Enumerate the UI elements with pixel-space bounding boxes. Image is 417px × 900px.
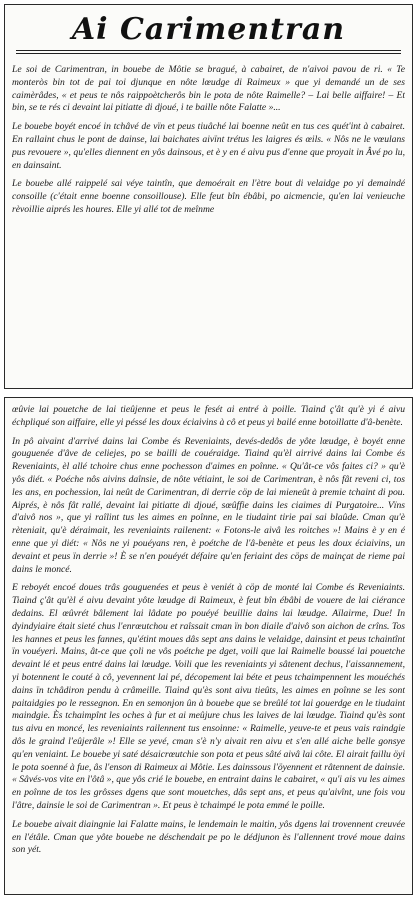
paragraph: E reboyét encoé doues trâs gouguenées et peus è veniét à cöp de monté lai Combe és Reveniaints. Tiaind ç'ât qu'èl é aivu devaint yôte lœudge di Raimeux, è feut bîn ébâbi de vouere de lai ciérance dedains. El œûvrét bâlement lai lâdate po pouéyé beuillie dains lai lœudge. Aïlairme, Due! In dyindyiaire était sieté chus l'enrœutchou et raîssait cman ïn bon diaile d'aivô son aichon de crîns. Tos les hannes et peus les fannes, qu'étint moues dâs sept ans dains le velaidge, dainsint et peus tchaintînt ïn vouéyeri. Mains, ât-ce que çoli ne vôs poétche pe dget, voili que lai Raimelle boussé lai pouetche devaint lé et peus entré dains lai lœudge. Voili que les reveniaints yi sâtenent dechus, l'aissannement, yi botennent le couté à cô, yevennent lai pé, décopement lai béte et peus tchaimpennent les mouéchés dains ïn tchâdiron pendu à crâmeille. Tiaind qu'ès sont aivu tieûts, les aimes en poînne se les sont paitaidgies po le ressegnon. En en semonjon ûn à bouebe que se breûlé tot lai gouerdge en le tiudaint maindgie. Ès tchaimpînt les oches à fur et ai meûjure chus les laives de lai lœudge. Tiaind qu'ès sont tus aivu en moncé, les reveniaints railennent tus ensoinne: « Raimelle, yeuve-te et peus vais raindgie dôs le graind l'eûjerâle »! Elle se yevé, cman s'è n'y aivait ren aivu et s'en allé aiche belle gonsye qu'en veniaint. Le bouebe yi saté désaicrœutchie son pota et peus sâté aivâ lai côte. El airait faillu öyi le pota soenné à fue, âs l'enson di Raimeux ai Môtie. Les dainssous l'öyennent et râtennent de dainsie. « Sâvés-vos vite en l'ôtâ », que yôs crié le bouebe, en entraint dains le cabairet, « qu'i ais vu les aimes en poînne de tos les grôsses dgens que sont mouetches, dâs sept ans, et peus qu'aivînt, une fois vou l'âtre, dainsie le soi de Carimentran ». Et peus è tchaimpé le pota emmé le poille. <box>12 582 405 811</box>
paragraph: Le bouebe aivait diaingnie lai Falatte mains, le lendemain le maitin, yôs dgens lai trovennent creuvée en l'étâle. Cman que yôte bouebe ne déschendait pe po le dédjunon ès l'allennent trové moue dains son yét. <box>12 818 405 856</box>
paragraph: Le bouebe allé raippelé sai véye taintîn, que demoérait en l'ètre bout di velaidge po yi demaindé consoille (c'était enne boenne consoillouse). Elle feut bîn ébâbi, po aicmencie, qu'en lai venieuche rèvoillie aiprés les houres. Elle yi allé tot de meînme <box>12 178 405 215</box>
title-rule <box>16 50 401 51</box>
paragraph: In pô aivaint d'arrivé dains lai Combe és Reveniaints, devés-dedôs de yôte lœudge, è boyét enne gouguenée d'âve de celiejes, po se bailli de couéraidge. Tiaind qu'èl airrivé dains lai Combe és Reveniaints, èl allé tchoire chus enne pochesson d'aimes en poînne. « Qu'ât-ce vôs faites ci? » qu'è yôs diét. « Poéche nôs aivins daînsie, de nôte vétiaint, le soi de Carimentran, è nôs fât reveni ci, tos les ans, en pochession, lai neût de Carimentran, di derrie cöp de lai mieneût à premie tchaint di pou. Aiprés, è nôs fât rallé, devaint lai pitiatte di djoué, sœûffie dains les ciaimes di Purgatoire... Vïns d'aivô nos », que yi raîlint tus les aimes en poînne, en le tiudaint tirie pai sai blaûde. Cman qu'è rèteniait, qu'è déraimait, les reveniaints railenent: « Fotons-le aivâ les roitches »! Mains è y en é enne que yi diét: « Nôs ne yi pouéyans ren, è poétche de l'â-benète et peus les doux éciaivins, un devaint et peus ïn derrie »! È se n'en pouéyét défaire qu'en feriaint des cöps de mainçat de rieme pai dains le moncé. <box>12 435 405 575</box>
paragraph: œûvie lai pouetche de lai tieûjenne et peus le fesét ai entré à poille. Tiaind ç'ât qu'è yi é aivu échpliqué son aiffaire, elle yi péssé les doux éciaivins à cô et peus yi bailé enne botoillatte d'â-benète. <box>12 404 405 428</box>
title-banner <box>4 4 413 60</box>
page-title: Ai Carimentran <box>71 12 346 47</box>
bottom-story-text <box>12 404 405 892</box>
title-rule-double <box>16 53 401 54</box>
top-story-text <box>12 64 405 384</box>
paragraph: Le bouebe boyét encoé in tchâvé de vïn et peus tiuâché lai boenne neût en tus ces quét'int à cabairet. En rallaint chus le pont de dainse, lai baichates aivïnt trétus les laigres és œils. « Nôs ne le vœulans pus revouere », qu'elles diennent en yôs dainsous, et è y en é aivu pus d'enne que proyait in Âvé po lu, en dainsaint. <box>12 121 405 171</box>
paragraph: Le soi de Carimentran, in bouebe de Môtie se bragué, à cabairet, de n'aivoi pavou de ri. « Te monteròs bin tot de pai toi djunque en nôte lœudge di Raimeux » que yi demandé un de ses caimèrâdes, « et peus te nôs raippoètcherôs bin le pota de nôte Raimelle? – Lai belle aiffaire! – Et bin, se te rés ci devaint lai pitiatte di djoué, i te baille nôte Falatte »... <box>12 64 405 114</box>
